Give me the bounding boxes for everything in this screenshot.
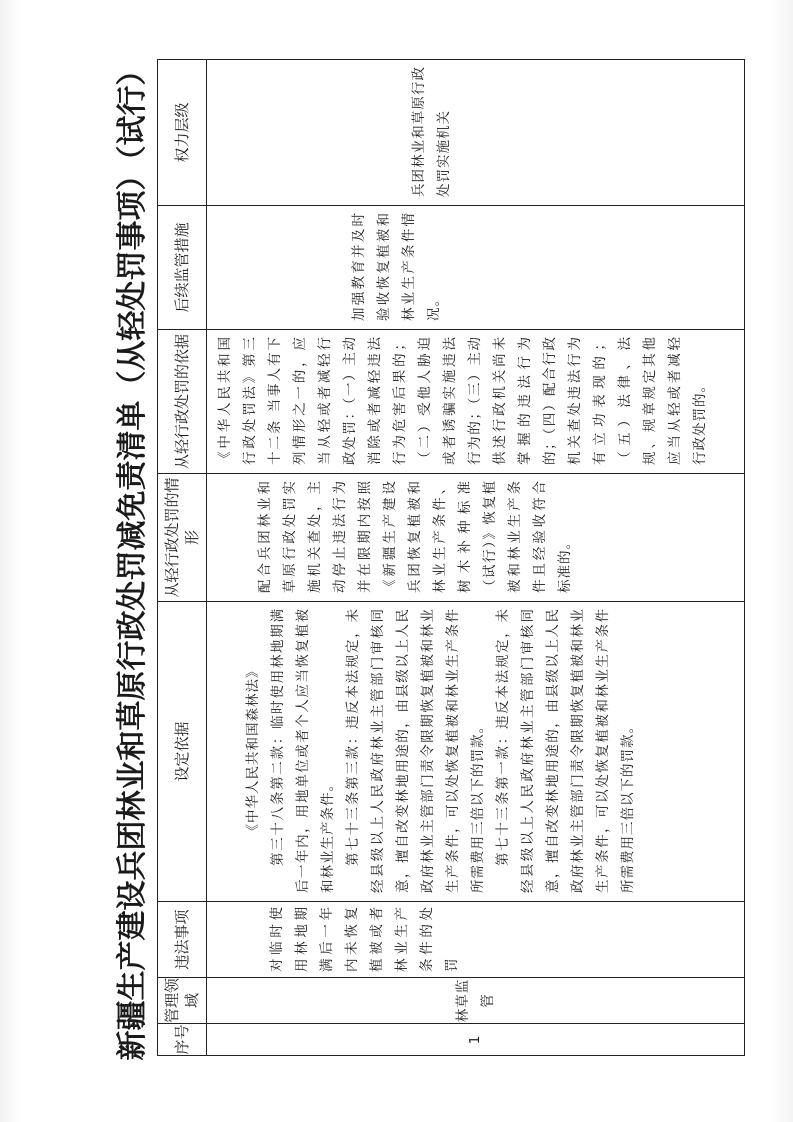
header-basis: 设定依据 bbox=[158, 602, 207, 902]
table-row bbox=[207, 60, 745, 1056]
cell-situation-text: 配合兵团林业和草原行政处罚实施机关查处，主动停止违法行为并在限期内按照《新疆生产建设兵团恢复植被和林业生产条件、树木补种标准（试行）》恢复植被和林业生产条件且经验收符合标准的。 bbox=[257, 480, 573, 593]
cell-basis bbox=[207, 602, 745, 902]
penalty-list-table bbox=[157, 59, 745, 1056]
header-supervision: 后续监管措施 bbox=[158, 206, 207, 330]
cell-light-basis bbox=[207, 330, 745, 474]
header-level: 权力层级 bbox=[158, 60, 207, 206]
header-light-basis: 从轻行政处罚的依据 bbox=[158, 330, 207, 474]
cell-supervision-text: 加强教育并及时验收恢复植被和林业生产条件情况。 bbox=[351, 212, 442, 321]
basis-law-title: 《中华人民共和国森林法》 bbox=[245, 663, 261, 838]
rotated-page bbox=[105, 55, 747, 1061]
header-item: 违法事项 bbox=[158, 902, 207, 978]
header-no: 序号 bbox=[158, 1024, 207, 1056]
header-situation: 从轻行政处罚的情形 bbox=[158, 474, 207, 602]
cell-level-text: 兵团林业和草原行政处罚实施机关 bbox=[411, 66, 452, 197]
cell-item-text: 对临时使用林地期满后一年内未恢复植被或者林业生产条件的处罚 bbox=[269, 906, 460, 972]
cell-basis-content bbox=[207, 602, 641, 901]
table-header-row bbox=[158, 60, 207, 1056]
basis-paragraph: 第三十八条第二款：临时使用林地期满后一年内，用地单位或者个人应当恢复植被和林业生产条件。 bbox=[270, 608, 336, 893]
header-area: 管理领域 bbox=[158, 978, 207, 1024]
cell-supervision bbox=[207, 206, 745, 330]
cell-no: 1 bbox=[207, 1024, 745, 1056]
cell-item bbox=[207, 902, 745, 978]
basis-paragraph: 第七十三条第一款：违反本法规定，未经县级以上人民政府林业主管部门审核同意，擅自改变林地用途的，由县级以上人民政府林业主管部门责令限期恢复植被和林业生产条件，可以处恢复植被和林业生产条件所需费用三倍以下的罚款。 bbox=[495, 608, 636, 893]
document-title: 新疆生产建设兵团林业和草原行政处罚减免责清单（从轻处罚事项）（试行） bbox=[115, 55, 150, 1061]
cell-situation bbox=[207, 474, 745, 602]
basis-paragraph: 第七十三条第三款：违反本法规定，未经县级以上人民政府林业主管部门审核同意，擅自改变林地用途的，由县级以上人民政府林业主管部门责令限期恢复植被和林业生产条件，可以处恢复植被和林业生产条件所需费用三倍以下的罚款。 bbox=[345, 608, 486, 893]
cell-level bbox=[207, 60, 745, 206]
cell-area: 林草监管 bbox=[207, 978, 745, 1024]
cell-light-basis-text: 《中华人民共和国行政处罚法》第三十二条 当事人有下列情形之一的，应当从轻或者减轻行政处罚：（一）主动消除或者减轻违法行为危害后果的；（二）受他人胁迫或者诱骗实施违法行为的；（三）主动供述行政机关尚未掌握的违法行为的；（四）配合行政机关查处违法行为有立功表现的；（五）法律、法规、规章规定其他应当从轻或者减轻行政处罚的。 bbox=[217, 336, 708, 465]
